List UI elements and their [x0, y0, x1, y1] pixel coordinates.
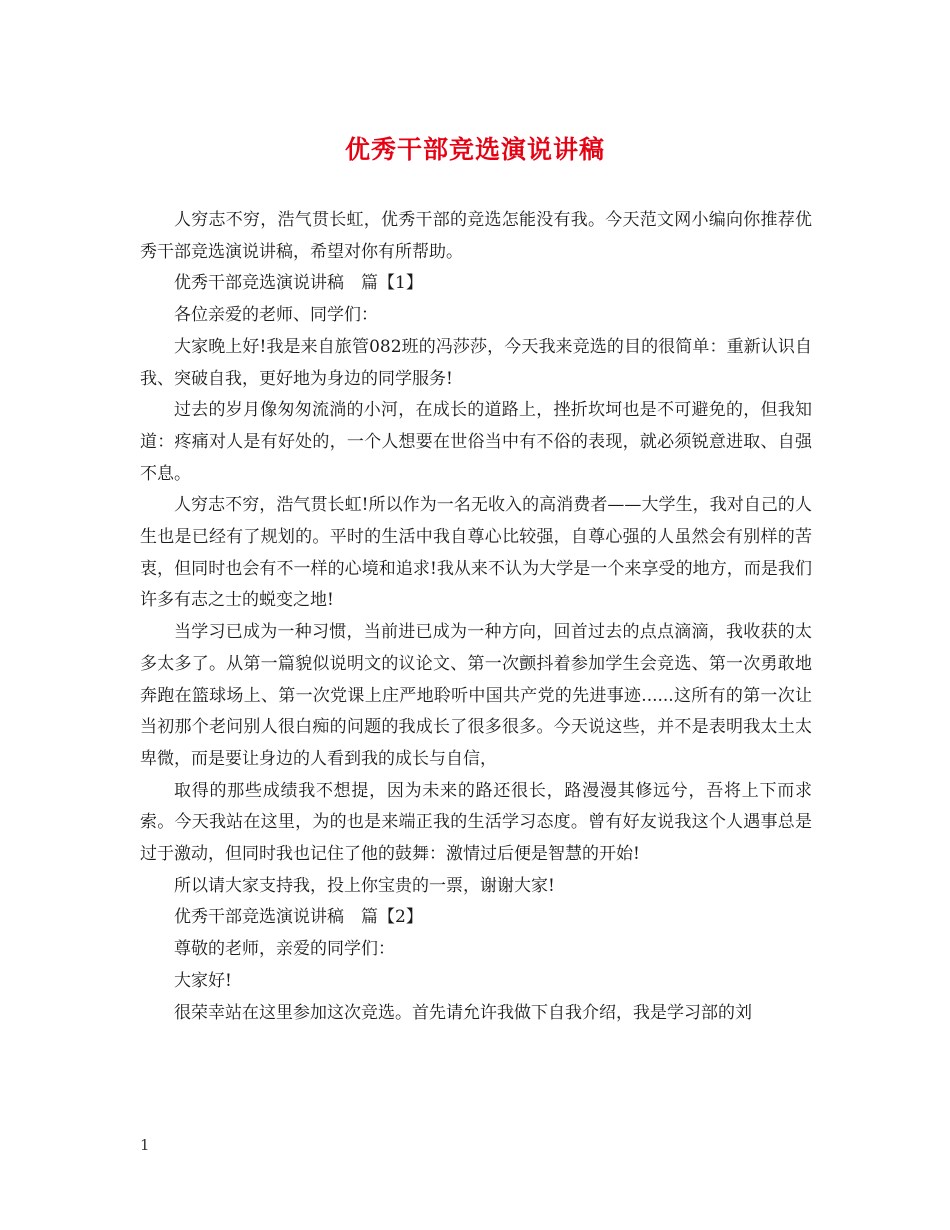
- section-heading-1: 优秀干部竞选演说讲稿 篇【1】: [174, 273, 423, 294]
- salutation-paragraph: 尊敬的老师，亲爱的同学们：: [174, 939, 395, 960]
- closing-paragraph: 所以请大家支持我，投上你宝贵的一票，谢谢大家!: [174, 875, 555, 896]
- page-number: 1: [140, 1136, 150, 1154]
- body-paragraph: 过去的岁月像匆匆流淌的小河，在成长的道路上，挫折坎坷也是不可避免的，但我知道：疼痛对人是有好处的，一个人想要在世俗当中有不俗的表现，就必须锐意进取、自强不息。: [140, 400, 812, 484]
- body-paragraph: 人穷志不穷，浩气贯长虹!所以作为一名无收入的高消费者——大学生，我对自己的人生也是已经有了规划的。平时的生活中我自尊心比较强，自尊心强的人虽然会有别样的苦衷，但同时也会有不一样的心境和追求!我从来不认为大学是一个来享受的地方，而是我们许多有志之士的蜕变之地!: [140, 495, 812, 611]
- body-paragraph: 大家晚上好!我是来自旅管082班的冯莎莎，今天我来竞选的目的很简单：重新认识自我、突破自我，更好地为身边的同学服务!: [140, 336, 812, 389]
- document-title: 优秀干部竞选演说讲稿: [344, 135, 605, 164]
- body-paragraph: 当学习已成为一种习惯，当前进已成为一种方向，回首过去的点点滴滴，我收获的太多太多了。从第一篇貌似说明文的议论文、第一次颤抖着参加学生会竞选、第一次勇敢地奔跑在篮球场上、第一次党课上庄严地聆听中国共产党的先进事迹......这所有的第一次让当初那个老问别人很白痴的问题的我成长了很多很多。今天说这些，并不是表明我太土太卑微，而是要让身边的人看到我的成长与自信，: [140, 622, 812, 769]
- document-body: [140, 205, 812, 1029]
- body-paragraph: 取得的那些成绩我不想提，因为未来的路还很长，路漫漫其修远兮，吾将上下而求索。今天我站在这里，为的也是来端正我的生活学习态度。曾有好友说我这个人遇事总是过于激动，但同时我也记住了他的鼓舞：激情过后便是智慧的开始!: [140, 780, 812, 865]
- body-paragraph: 很荣幸站在这里参加这次竞选。首先请允许我做下自我介绍，我是学习部的刘: [174, 1002, 752, 1023]
- greeting-paragraph: 大家好!: [174, 970, 232, 991]
- intro-paragraph: 人穷志不穷，浩气贯长虹，优秀干部的竞选怎能没有我。今天范文网小编向你推荐优秀干部竞选演说讲稿，希望对你有所帮助。: [140, 210, 812, 262]
- section-heading-2: 优秀干部竞选演说讲稿 篇【2】: [174, 907, 423, 928]
- salutation-paragraph: 各位亲爱的老师、同学们：: [174, 305, 378, 326]
